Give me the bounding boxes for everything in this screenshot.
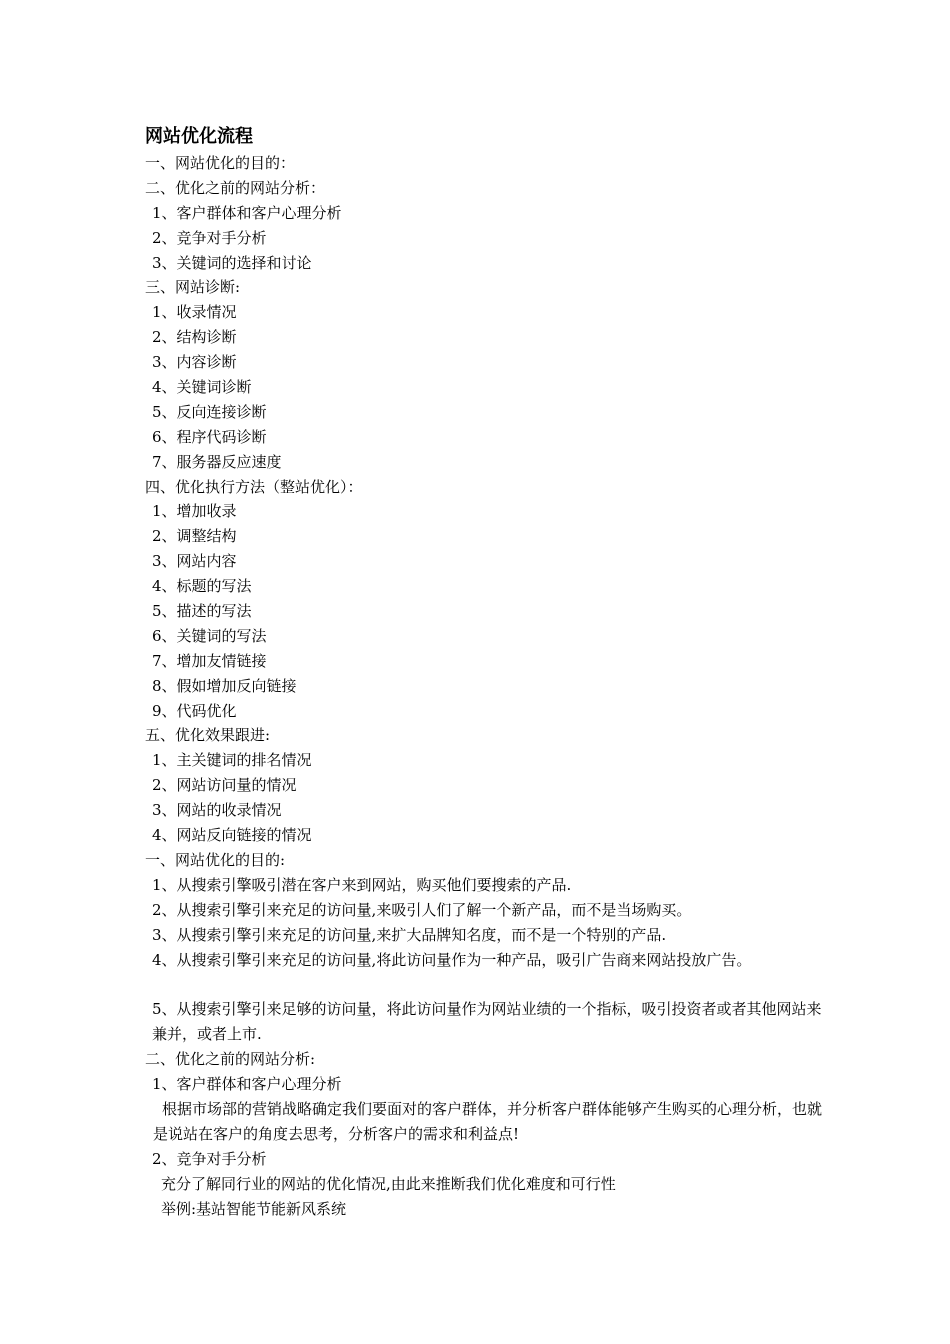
document-page — [145, 123, 825, 1222]
outline-subitem: 3、网站的收录情况 — [152, 801, 282, 820]
purpose-item: 1、从搜索引擎吸引潜在客户来到网站，购买他们要搜索的产品. — [152, 875, 572, 894]
outline-subitem: 6、程序代码诊断 — [152, 427, 267, 446]
outline-subitem: 1、收录情况 — [152, 303, 237, 322]
outline-subitem: 2、结构诊断 — [152, 328, 237, 347]
analysis-subheading: 2、竞争对手分析 — [152, 1150, 267, 1169]
section-heading: 一、网站优化的目的: — [145, 850, 286, 869]
outline-subitem: 8、假如增加反向链接 — [152, 676, 297, 695]
outline-item: 四、优化执行方法（整站优化）： — [145, 477, 363, 496]
blank-line — [145, 972, 825, 997]
outline-subitem: 3、网站内容 — [152, 552, 237, 571]
outline-subitem: 2、竞争对手分析 — [152, 228, 267, 247]
analysis-paragraph: 根据市场部的营销战略确定我们要面对的客户群体，并分析客户群体能够产生购买的心理分析，也就是说站在客户的角度去思考，分析客户的需求和利益点! — [153, 1100, 823, 1144]
analysis-paragraph: 充分了解同行业的网站的优化情况,由此来推断我们优化难度和可行性 — [161, 1174, 616, 1193]
analysis-subheading: 1、客户群体和客户心理分析 — [152, 1075, 342, 1094]
outline-subitem: 9、代码优化 — [152, 701, 237, 720]
outline-item: 三、网站诊断: — [145, 278, 241, 297]
outline-subitem: 2、网站访问量的情况 — [152, 776, 297, 795]
outline-subitem: 4、网站反向链接的情况 — [152, 826, 312, 845]
outline-item: 二、优化之前的网站分析： — [145, 178, 326, 197]
purpose-item: 4、从搜索引擎引来充足的访问量,将此访问量作为一种产品，吸引广告商来网站投放广告。 — [152, 950, 752, 969]
section-analysis — [145, 1047, 825, 1221]
outline-subitem: 4、关键词诊断 — [152, 378, 252, 397]
outline-subitem: 6、关键词的写法 — [152, 626, 267, 645]
outline-item: 五、优化效果跟进: — [145, 726, 271, 745]
outline-subitem: 5、反向连接诊断 — [152, 402, 267, 421]
outline-item: 一、网站优化的目的： — [145, 154, 296, 172]
outline-subitem: 1、客户群体和客户心理分析 — [152, 203, 342, 222]
outline-subitem: 4、标题的写法 — [152, 577, 252, 596]
outline-list — [145, 151, 825, 848]
outline-subitem: 1、主关键词的排名情况 — [152, 751, 312, 770]
purpose-item: 2、从搜索引擎引来充足的访问量,来吸引人们了解一个新产品，而不是当场购买。 — [152, 900, 692, 919]
purpose-item: 5、从搜索引擎引来足够的访问量，将此访问量作为网站业绩的一个指标，吸引投资者或者其他网站来兼并，或者上市. — [152, 1000, 822, 1044]
outline-subitem: 7、服务器反应速度 — [152, 452, 282, 471]
outline-subitem: 2、调整结构 — [152, 527, 237, 546]
section-purpose — [145, 848, 825, 1047]
document-title: 网站优化流程 — [145, 126, 253, 147]
example-line: 举例:基站智能节能新风系统 — [161, 1199, 347, 1218]
outline-subitem: 5、描述的写法 — [152, 602, 252, 621]
outline-subitem: 3、内容诊断 — [152, 353, 237, 372]
outline-subitem: 1、增加收录 — [152, 502, 237, 521]
section-heading: 二、优化之前的网站分析: — [145, 1050, 316, 1069]
outline-subitem: 3、关键词的选择和讨论 — [152, 253, 312, 272]
outline-subitem: 7、增加友情链接 — [152, 651, 267, 670]
purpose-item: 3、从搜索引擎引来充足的访问量,来扩大品牌知名度，而不是一个特别的产品. — [152, 925, 667, 944]
